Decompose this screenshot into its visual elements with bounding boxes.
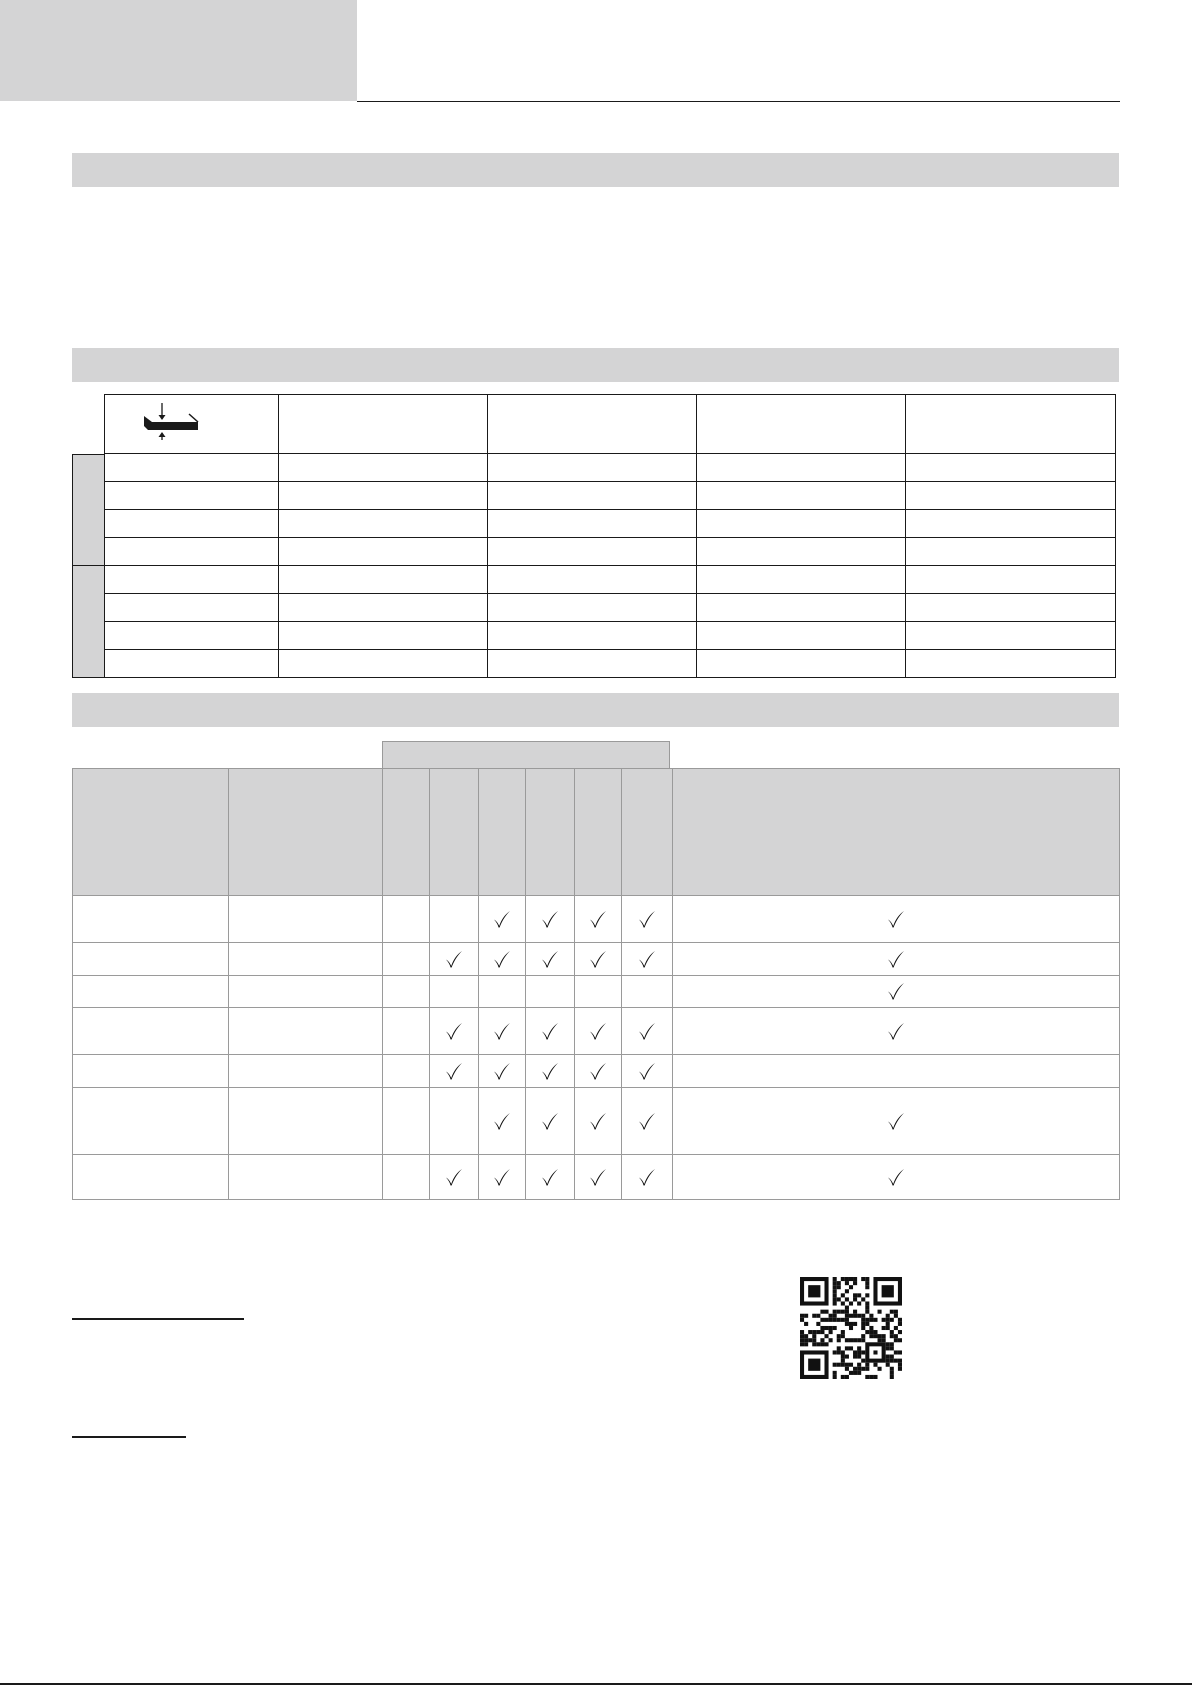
compat-grid-vline: [228, 768, 229, 1200]
compat-grid-vline: [478, 768, 479, 1200]
thickness-table-cell: [104, 538, 279, 566]
thickness-table-cell: [104, 594, 279, 622]
thickness-table-cell: [488, 454, 697, 482]
checkmark-icon: [491, 1060, 513, 1082]
checkmark-icon: [539, 1060, 561, 1082]
checkmark-icon: [587, 908, 609, 930]
checkmark-icon: [636, 1166, 658, 1188]
checkmark-icon: [491, 908, 513, 930]
compat-header-cell: [228, 768, 382, 895]
thickness-table: [72, 394, 1116, 680]
header-rule: [357, 101, 1120, 102]
compat-table-top-band: [382, 741, 670, 768]
thickness-table-cell: [697, 594, 906, 622]
compat-grid-vline: [525, 768, 526, 1200]
compat-header-cell: [672, 768, 1120, 895]
thickness-table-cell: [488, 594, 697, 622]
thickness-table-cell: [488, 622, 697, 650]
checkmark-icon: [587, 1020, 609, 1042]
compat-grid-vline: [621, 768, 622, 1200]
compat-grid-hline: [72, 1199, 1120, 1200]
thickness-table-cell: [279, 594, 488, 622]
qr-code-icon: [800, 1277, 902, 1379]
compat-grid-vline: [1119, 768, 1120, 1200]
thickness-header-cell: [488, 394, 697, 454]
checkmark-icon: [885, 1110, 907, 1132]
section-bar-2: [72, 348, 1119, 382]
compat-grid-hline: [72, 895, 1120, 896]
thickness-table-cell: [697, 510, 906, 538]
compat-grid-vline: [382, 768, 383, 1200]
checkmark-icon: [587, 1166, 609, 1188]
checkmark-icon: [885, 908, 907, 930]
thickness-table-cell: [906, 482, 1116, 510]
compat-grid-hline: [72, 975, 1120, 976]
heading-underline-1: [72, 1318, 244, 1320]
checkmark-icon: [539, 948, 561, 970]
checkmark-icon: [443, 1020, 465, 1042]
section-bar-1: [72, 153, 1119, 187]
checkmark-icon: [443, 1060, 465, 1082]
thickness-table-cell: [697, 454, 906, 482]
checkmark-icon: [539, 1110, 561, 1132]
heading-underline-2: [72, 1436, 186, 1438]
checkmark-icon: [885, 948, 907, 970]
checkmark-icon: [636, 948, 658, 970]
thickness-table-cell: [104, 510, 279, 538]
thickness-group-label-cell: [72, 454, 105, 566]
thickness-table-cell: [279, 622, 488, 650]
compat-grid-vline: [429, 768, 430, 1200]
thickness-table-cell: [279, 566, 488, 594]
thickness-table-cell: [279, 482, 488, 510]
thickness-table-cell: [906, 454, 1116, 482]
thickness-table-cell: [488, 510, 697, 538]
thickness-table-cell: [104, 482, 279, 510]
thickness-table-cell: [906, 594, 1116, 622]
checkmark-icon: [636, 1020, 658, 1042]
checkmark-icon: [636, 908, 658, 930]
checkmark-icon: [491, 1020, 513, 1042]
checkmark-icon: [539, 908, 561, 930]
section-bar-3: [72, 693, 1119, 727]
checkmark-icon: [491, 1166, 513, 1188]
thickness-table-cell: [104, 622, 279, 650]
thickness-table-cell: [488, 538, 697, 566]
material-thickness-icon: [142, 400, 206, 440]
thickness-table-cell: [906, 510, 1116, 538]
checkmark-icon: [885, 980, 907, 1002]
compat-header-cell: [525, 768, 574, 895]
checkmark-icon: [443, 1166, 465, 1188]
checkmark-icon: [587, 1060, 609, 1082]
thickness-table-cell: [697, 566, 906, 594]
thickness-table-cell: [279, 650, 488, 678]
thickness-header-cell: [906, 394, 1116, 454]
compat-grid-hline: [72, 1007, 1120, 1008]
thickness-table-cell: [279, 538, 488, 566]
compat-grid-hline: [72, 1054, 1120, 1055]
thickness-table-cell: [906, 538, 1116, 566]
compat-header-cell: [382, 768, 429, 895]
compat-header-cell: [429, 768, 478, 895]
thickness-table-cell: [104, 454, 279, 482]
compat-header-cell: [72, 768, 228, 895]
compat-header-cell: [574, 768, 621, 895]
thickness-table-cell: [488, 650, 697, 678]
header-tab: [0, 0, 357, 101]
compat-grid-hline: [72, 1087, 1120, 1088]
compat-grid-vline: [574, 768, 575, 1200]
checkmark-icon: [636, 1060, 658, 1082]
compat-grid-vline: [672, 768, 673, 1200]
checkmark-icon: [885, 1020, 907, 1042]
thickness-table-cell: [279, 510, 488, 538]
thickness-group-label-cell: [72, 566, 105, 678]
thickness-table-cell: [104, 650, 279, 678]
compat-header-cell: [478, 768, 525, 895]
checkmark-icon: [443, 948, 465, 970]
thickness-table-cell: [488, 566, 697, 594]
thickness-table-cell: [697, 482, 906, 510]
checkmark-icon: [587, 948, 609, 970]
checkmark-icon: [539, 1166, 561, 1188]
checkmark-icon: [491, 1110, 513, 1132]
thickness-header-cell: [697, 394, 906, 454]
thickness-table-cell: [697, 650, 906, 678]
compat-grid-hline: [72, 1154, 1120, 1155]
thickness-table-cell: [697, 538, 906, 566]
compat-table: [72, 768, 1120, 1200]
thickness-table-cell: [906, 650, 1116, 678]
compat-grid-vline: [72, 768, 73, 1200]
checkmark-icon: [491, 948, 513, 970]
thickness-table-cell: [488, 482, 697, 510]
checkmark-icon: [885, 1166, 907, 1188]
checkmark-icon: [636, 1110, 658, 1132]
compat-grid-hline: [72, 768, 1120, 769]
thickness-table-cell: [104, 566, 279, 594]
thickness-header-cell: [279, 394, 488, 454]
compat-grid-hline: [72, 942, 1120, 943]
checkmark-icon: [587, 1110, 609, 1132]
thickness-table-cell: [906, 566, 1116, 594]
thickness-table-cell: [697, 622, 906, 650]
checkmark-icon: [539, 1020, 561, 1042]
thickness-table-cell: [279, 454, 488, 482]
thickness-table-cell: [906, 622, 1116, 650]
compat-header-cell: [621, 768, 672, 895]
